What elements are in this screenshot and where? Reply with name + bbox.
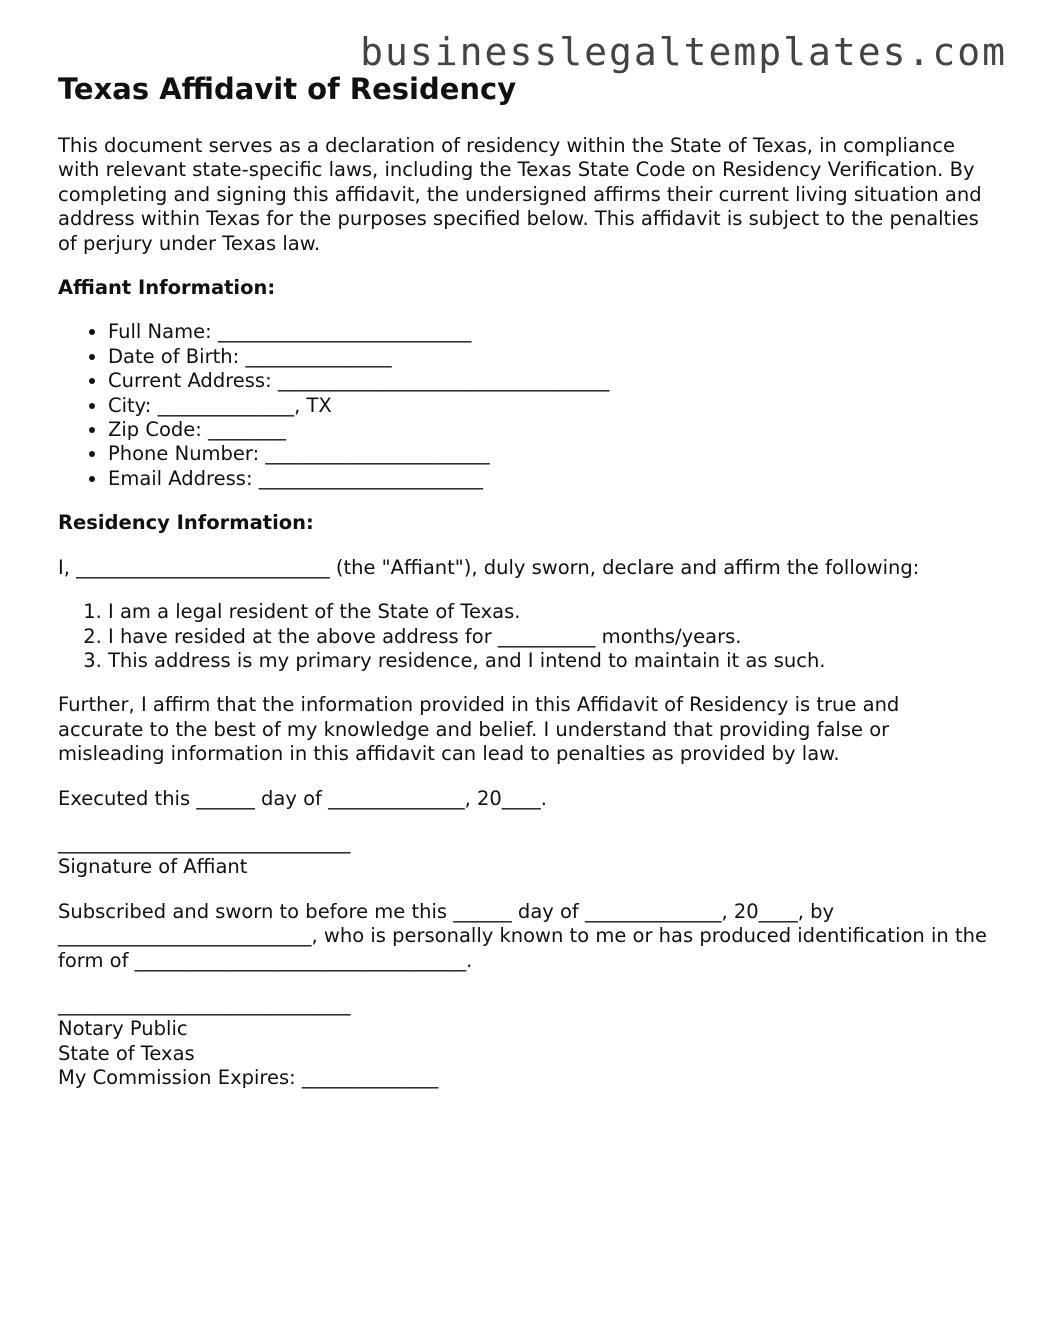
phone-number-field: • Phone Number: _______________________	[108, 442, 988, 466]
document-page	[58, 70, 988, 1111]
signature-line: ______________________________	[58, 830, 351, 854]
city-field: • City: ______________, TX	[108, 394, 988, 418]
notary-signature-line: ______________________________	[58, 992, 351, 1016]
zip-code-field: • Zip Code: ________	[108, 418, 988, 442]
current-address-field: • Current Address: __________________________________	[108, 369, 988, 393]
affiant-info-heading: Affiant Information:	[58, 276, 276, 300]
residency-statements-list	[58, 600, 988, 673]
affirmation-paragraph: Further, I affirm that the information provided in this Affidavit of Residency is true and accurate to the best of my knowledge and belief. I understand that providing false or misleading information in this affidavit can lead to penalties as provided by law.	[58, 693, 900, 766]
notary-block	[58, 993, 988, 1091]
notary-statement: Subscribed and sworn to before me this ______ day of ______________, 20____, by __________________________, who is personally known to me or has produced identification in the form of __________________________________.	[58, 899, 987, 972]
intro-paragraph: This document serves as a declaration of residency within the State of Texas, in compliance with relevant state-specific laws, including the Texas State Code on Residency Verification. By completing and signing this affidavit, the undersigned affirms their current living situation and address within Texas for the purposes specified below. This affidavit is subject to the penalties of perjury under Texas law.	[58, 134, 982, 255]
affiant-signature-block	[58, 831, 988, 880]
executed-line: Executed this ______ day of ______________, 20____.	[58, 786, 548, 810]
document-title: Texas Affidavit of Residency	[58, 72, 517, 106]
watermark: businesslegaltemplates.com	[360, 30, 1007, 74]
signature-label: Signature of Affiant	[58, 855, 248, 879]
notary-state: State of Texas	[58, 1041, 195, 1065]
residency-statement: 2. I have resided at the above address for __________ months/years.	[108, 625, 988, 649]
email-address-field: • Email Address: _______________________	[108, 467, 988, 491]
commission-expires: My Commission Expires: ______________	[58, 1066, 439, 1090]
affiant-info-list	[58, 320, 988, 491]
full-name-field: • Full Name: __________________________	[108, 320, 988, 344]
date-of-birth-field: • Date of Birth: _______________	[108, 345, 988, 369]
residency-statement: 3. This address is my primary residence, and I intend to maintain it as such.	[108, 649, 988, 673]
notary-label: Notary Public	[58, 1017, 188, 1041]
declaration-paragraph: I, __________________________ (the "Affiant"), duly sworn, declare and affirm the following:	[58, 555, 920, 579]
residency-info-heading: Residency Information:	[58, 511, 314, 535]
residency-statement: 1. I am a legal resident of the State of Texas.	[108, 600, 988, 624]
